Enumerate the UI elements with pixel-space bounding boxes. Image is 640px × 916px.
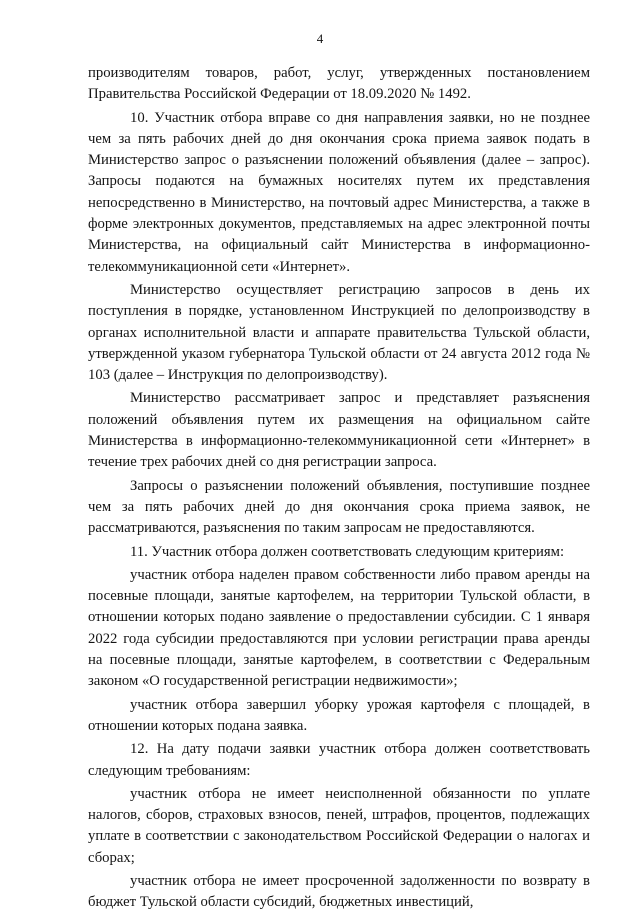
paragraph-registration: Министерство осуществляет регистрацию запросов в день их поступления в порядке, установленном Инструкцией по делопроизводству в органах исполнительной власти и аппарате правительства Тульской области, утвержденной указом губернатора Тульской области от 24 августа 2012 года № 103 (далее – Инструкция по делопроизводству). (88, 281, 590, 384)
paragraph-late-requests: Запросы о разъяснении положений объявления, поступившие позднее чем за пять рабочих дней до дня окончания срока приема заявок, не рассматриваются, разъяснения по таким запросам не предоставляются. (88, 477, 590, 537)
paragraph-criterion-ownership: участник отбора наделен правом собственности либо правом аренды на посевные площади, занятые картофелем, на территории Тульской области, в отношении которых подано заявление о предоставлении субсидии. С 1 января 2022 года субсидии предоставляются при условии регистрации права аренды на посевные площади, занятые картофелем, в соответствии с Федеральным законом «О государственной регистрации недвижимости»; (88, 566, 590, 690)
paragraph-item-11: 11. Участник отбора должен соответствовать следующим критериям: (130, 543, 565, 560)
paragraph-item-10: 10. Участник отбора вправе со дня направления заявки, но не позднее чем за пять рабочих дней до дня окончания срока приема заявок подать в Министерство запрос о разъяснении положений объявления (далее – запрос). Запросы подаются на бумажных носителях путем их представления непосредственно в Министерство, на почтовый адрес Министерства, а также в форме электронных документов, представляемых на адрес электронной почты Министерства, на официальный сайт Министерства в информационно-телекоммуникационной сети «Интернет». (88, 109, 590, 275)
paragraph-requirement-debts: участник отбора не имеет просроченной задолженности по возврату в бюджет Тульской области субсидий, бюджетных инвестиций, (88, 872, 590, 911)
document-body (88, 63, 590, 916)
paragraph-clarification: Министерство рассматривает запрос и представляет разъяснения положений объявления путем их размещения на официальном сайте Министерства в информационно-телекоммуникационной сети «Интернет» в течение трех рабочих дней со дня регистрации запроса. (88, 390, 590, 471)
paragraph-continuation: производителям товаров, работ, услуг, утвержденных постановлением Правительства Российской Федерации от 18.09.2020 № 1492. (88, 65, 590, 103)
paragraph-criterion-harvest: участник отбора завершил уборку урожая картофеля с площадей, в отношении которых подана заявка. (88, 696, 590, 734)
page-number: 4 (316, 31, 324, 46)
paragraph-item-12: 12. На дату подачи заявки участник отбора должен соответствовать следующим требованиям: (88, 741, 590, 779)
paragraph-requirement-taxes: участник отбора не имеет неисполненной обязанности по уплате налогов, сборов, страховых взносов, пеней, штрафов, процентов, подлежащих уплате в соответствии с законодательством Российской Федерации о налогах и сборах; (88, 785, 590, 866)
